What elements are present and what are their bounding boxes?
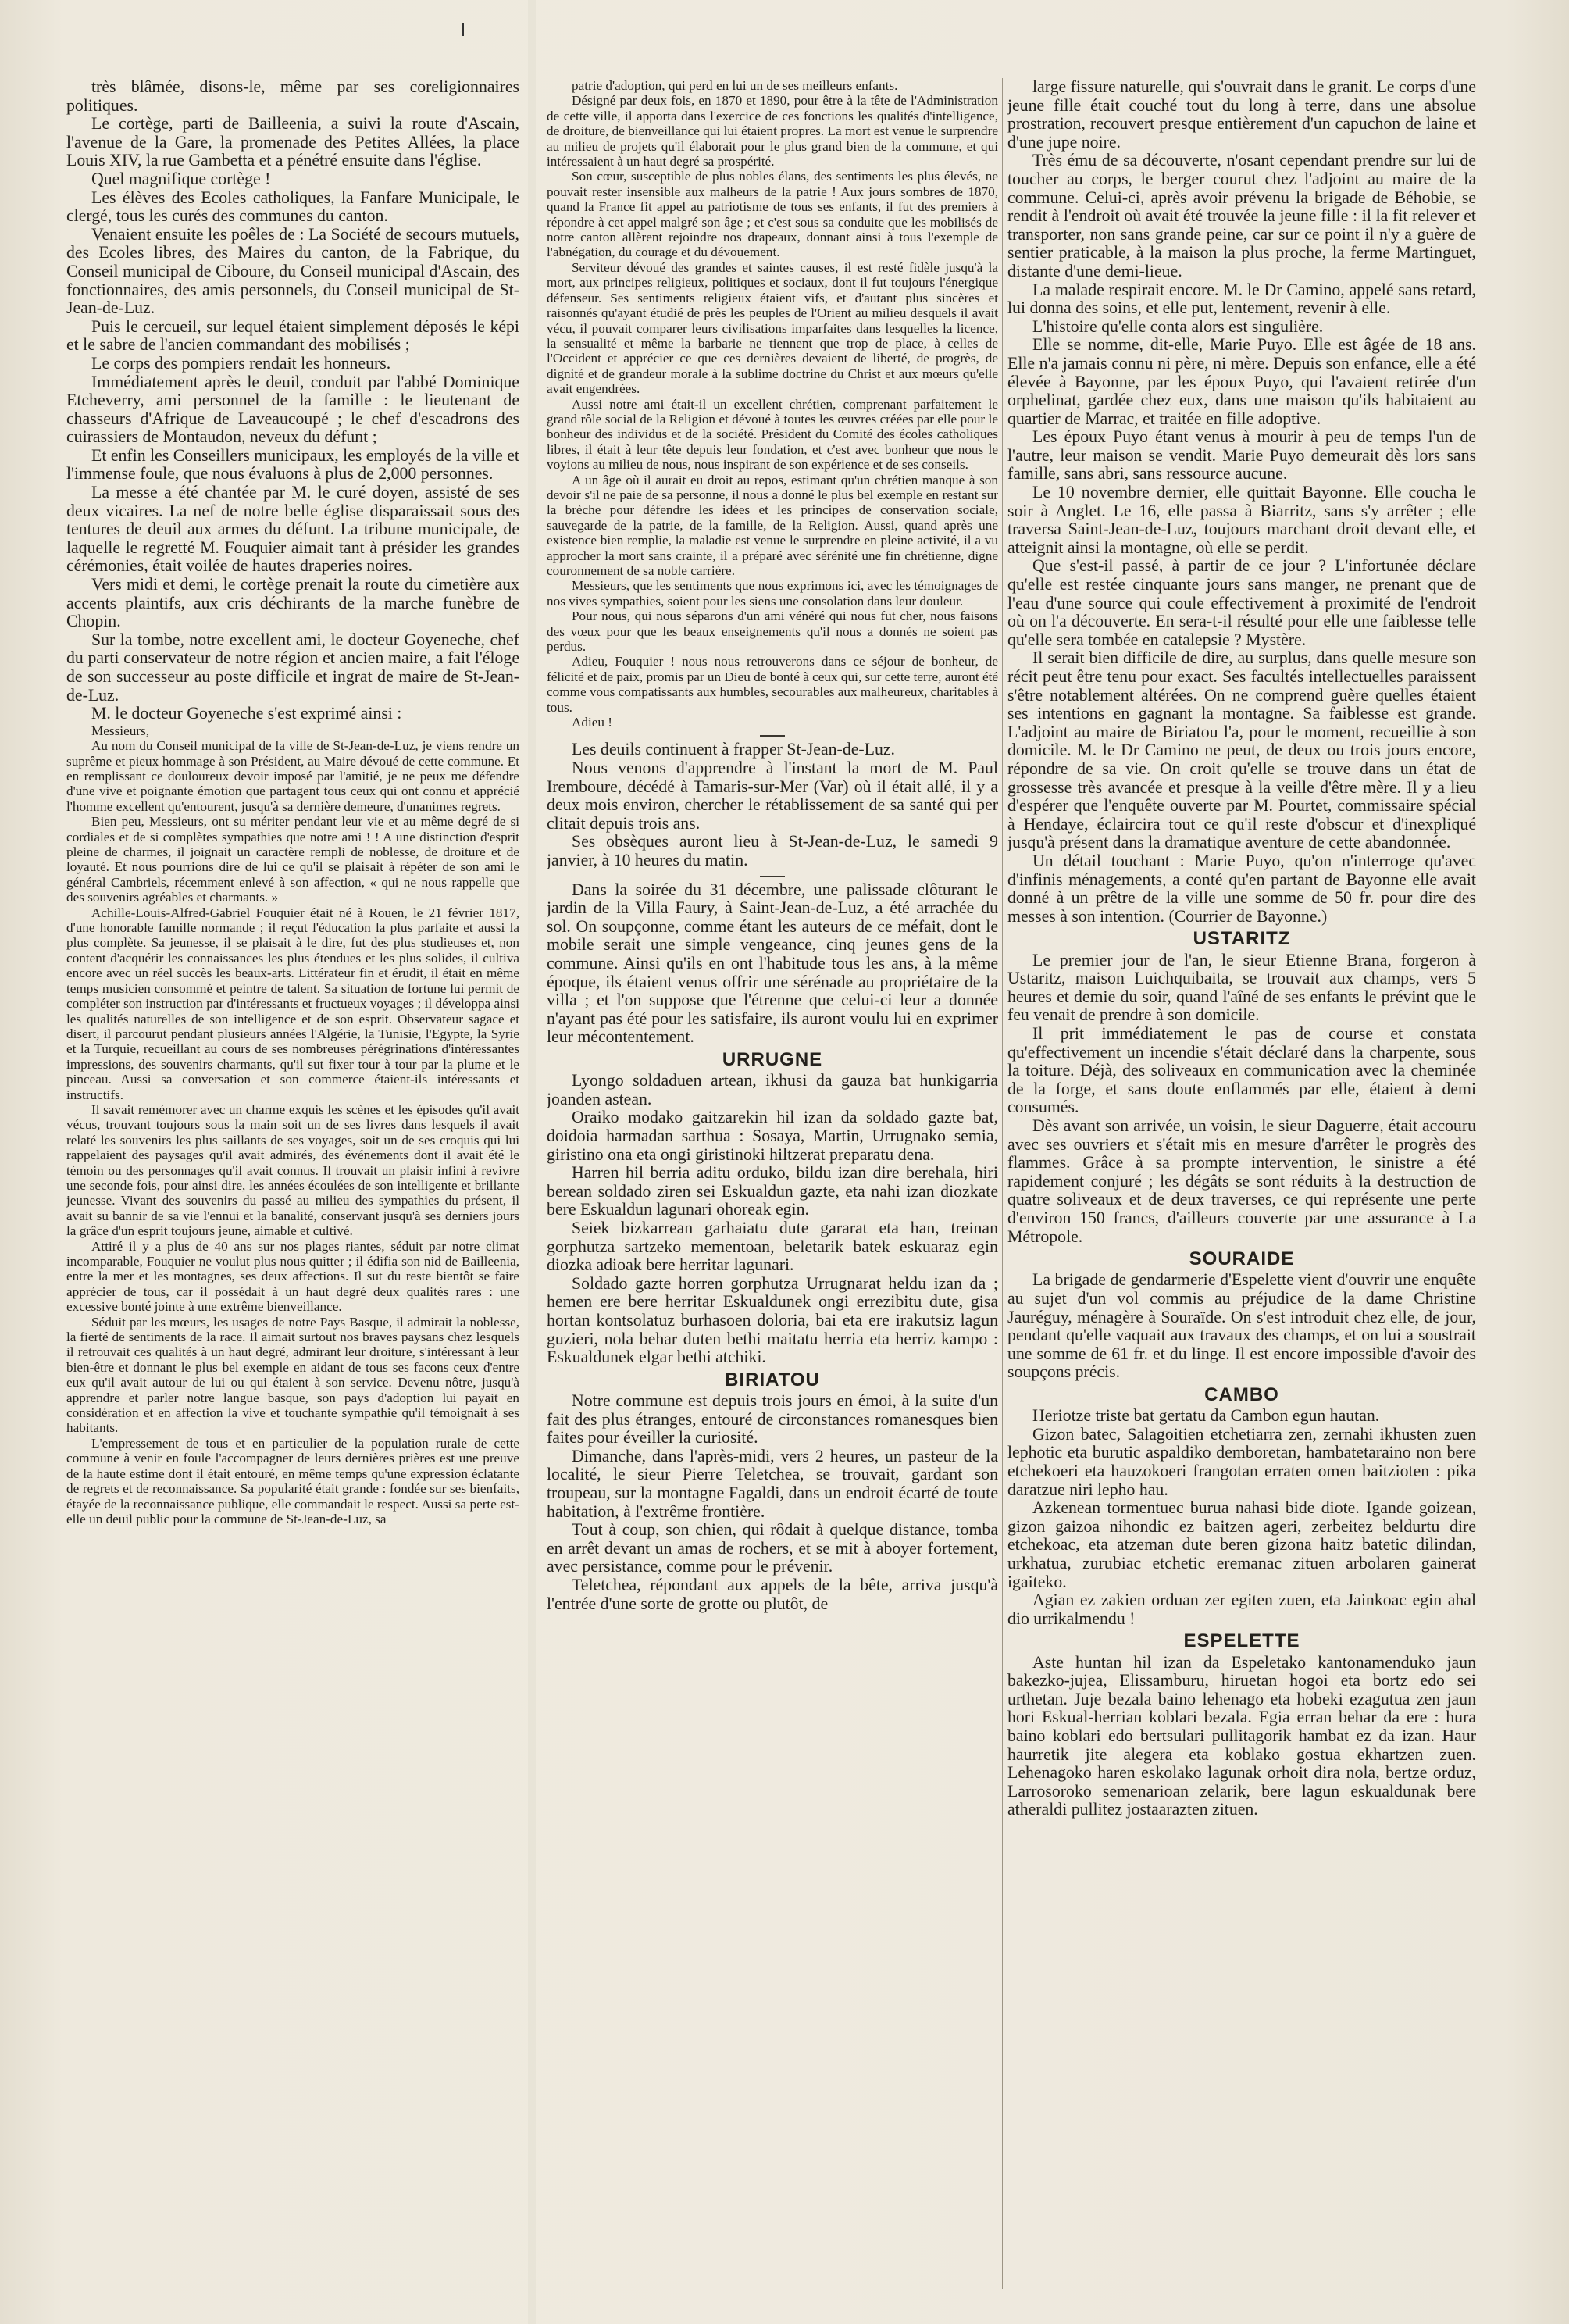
article-paragraph: Le corps des pompiers rendait les honneurs.: [91, 353, 391, 373]
article-paragraph: Ses obsèques auront lieu à St-Jean-de-Luz, le samedi 9 janvier, à 10 heures du matin.: [547, 832, 998, 870]
article-paragraph: Le cortège, parti de Bailleenia, a suivi la route d'Ascain, l'avenue de la Gare, la promenade des Petites Allées, la place Louis XIV, la rue Gambetta et a pénétré ensuite dans l'église.: [66, 114, 519, 170]
article-paragraph: Désigné par deux fois, en 1870 et 1890, pour être à la tête de l'Administration de cette ville, il apporta dans l'exercice de ces fonctions les qualités d'intelligence, de droiture, de bienveillance qui lui étaient propres. La mort est venue le surprendre au milieu de projets qu'il élaborait pour le plus grand bien de la commune, et qui intéressaient à un haut degré sa prospérité.: [547, 93, 998, 170]
section-heading: ESPELETTE: [1183, 1630, 1300, 1652]
article-paragraph: Quel magnifique cortège !: [91, 169, 271, 188]
page-fold-shadow: [528, 0, 536, 2324]
article-paragraph: Adieu, Fouquier ! nous nous retrouverons dans ce séjour de bonheur, de félicité et de paix, promis par un Dieu de bonté à ceux qui, sur cette terre, auront été comme vous compatissants aux humbles, secourables aux malheureux, charitables à tous.: [547, 654, 998, 715]
article-paragraph: Gizon batec, Salagoitien etchetiarra zen, zernahi ikhusten zuen lephotic eta burutic aspaldiko demboretan, hambatetaraino non bere etchekoeri eta hauzokoeri frangotan erraten omen baitzioten : pika daratzue niri lepho hau.: [1007, 1424, 1476, 1499]
article-paragraph: Elle se nomme, dit-elle, Marie Puyo. Elle est âgée de 18 ans. Elle n'a jamais connu ni père, ni mère. Depuis son enfance, elle a été élevée à Bayonne, par les époux Puyo, qui l'avaient retirée d'un orphelinat, gardée chez eux, dans une maison qu'ils habitaient au quartier de Marrac, et traitée en fille adoptive.: [1007, 335, 1476, 428]
article-paragraph: Oraiko modako gaitzarekin hil izan da soldado gazte bat, doidoia harmadan sarthua : Sosaya, Martin, Urrugnako semia, giristino ona eta ongi giristinoki hiltzerat preparatu dena.: [547, 1108, 998, 1164]
article-paragraph: Il prit immédiatement le pas de course et constata qu'effectivement un incendie s'était déclaré dans la charpente, sous la toiture. Déjà, des soliveaux en communication avec la cheminée de la forge, et sans doute enflammés par elle, étaient à demi consumés.: [1007, 1023, 1476, 1117]
article-paragraph: Serviteur dévoué des grandes et saintes causes, il est resté fidèle jusqu'à la mort, aux principes religieux, politiques et sociaux, dont il fut toujours l'énergique défenseur. Ses sentiments religieux étaient vifs, et d'autant plus sincères et raisonnés qu'ayant étudié de près les peuples de l'Orient au milieu desquels il avait vécu, il pouvait comparer leurs civilisations imparfaites dans lesquelles la licence, la sensualité et même la barbarie ne tiennent que trop de place, à celles de l'Occident et apprécier ce que ces dernières devaient de liberté, de progrès, de dignité et de grandeur morale à la sublime doctrine du Christ et aux mœurs qu'elle avait engendrées.: [547, 259, 998, 397]
article-paragraph: Le premier jour de l'an, le sieur Etienne Brana, forgeron à Ustaritz, maison Luichquibaita, se trouvait aux champs, vers 5 heures et demie du soir, quand l'aîné de ses enfants le prévint que le feu venait de prendre à son domicile.: [1007, 950, 1476, 1025]
article-paragraph: Dès avant son arrivée, un voisin, le sieur Daguerre, était accouru avec ses ouvriers et s'était mis en mesure d'arrêter le progrès des flammes. Grâce à sa prompte intervention, le sinistre a été rapidement conjuré ; les dégâts se sont réduits à la destruction de quatre soliveaux et de deux traverses, ce qui représente une perte d'environ 150 francs, d'ailleurs couverte par une assurance à La Métropole.: [1007, 1116, 1476, 1246]
article-paragraph: Achille-Louis-Alfred-Gabriel Fouquier était né à Rouen, le 21 février 1817, d'une honorable famille normande ; il reçut l'éducation la plus parfaite et aussi la plus complète. Sa jeunesse, il se plaisait à le dire, fut des plus studieuses et, non content d'acquérir les connaissances les plus étendues et les plus solides, il cultiva encore avec un réel succès les beaux-arts. Littérateur fin et érudit, il était en même temps musicien consommé et peintre de talent. Sa situation de fortune lui permit de compléter son instruction par d'intéressants et fructueux voyages ; il développa ainsi les qualités naturelles de son intelligence et de son esprit. Observateur sagace et disert, il parcourut pendant plusieurs années l'Algérie, la Tunisie, l'Egypte, la Syrie et la Turquie, recueillant au cours de ses nombreuses pérégrinations d'intéressantes impressions, des souvenirs charmants, qu'il sut fixer tour à tour par la plume et le pinceau. Aussi sa conversation et son commerce étaient-ils intéressants et instructifs.: [66, 905, 519, 1102]
article-paragraph: Aste huntan hil izan da Espeletako kantonamenduko jaun bakezko-jujea, Elissamburu, hiruetan hogoi eta bortz edo sei urthetan. Juje bezala baino lehenago eta hobeki ezagutua zen jaun hori Eskual-herrian koblari bezala. Egia erran behar da ere : hura baino koblari edo bertsulari pullitagorik hambat ez da izan. Haur haurretik jite alegera eta koblako gostua ekhartzen zuen. Lehenagoko haren eskolako lagunak orhoit dira nola, bertze orduz, Larrosoroko semenarioan zelarik, bere lagun eskualdunak bere atheraldi pullitez jostaarazten zituen.: [1007, 1652, 1476, 1819]
article-paragraph: Séduit par les mœurs, les usages de notre Pays Basque, il admirait la noblesse, la fierté de sentiments de la race. Il aimait surtout nos braves paysans chez lesquels il retrouvait ces qualités à un haut degré, admirant leur droiture, s'intéressant à leur bien-être et donnant le plus bel exemple en aidant de tous ses facons ceux d'entre eux qu'il avait autour de lui ou qui étaient à son service. Devenu nôtre, jusqu'à apprendre et parler notre langue basque, son pays d'adoption lui payait en considération et en affection la vive et touchante sympathie qu'il témoignait à ses habitants.: [66, 1314, 519, 1436]
column-middle: [547, 78, 998, 2289]
article-paragraph: Que s'est-il passé, à partir de ce jour ? L'infortunée déclare qu'elle est restée cinquante jours sans manger, ne prenant que de l'eau d'une source qui coule effectivement à proximité de l'endroit où on l'a découverte. En sera-t-il résulté pour elle une faiblesse telle qu'elle sera tombée en catalepsie ? Mystère.: [1007, 556, 1476, 649]
article-paragraph: Notre commune est depuis trois jours en émoi, à la suite d'un fait des plus étranges, entouré de circonstances romanesques bien faites pour éveiller la curiosité.: [547, 1391, 998, 1448]
section-heading: SOURAIDE: [1189, 1248, 1295, 1270]
article-paragraph: La malade respirait encore. M. le Dr Camino, appelé sans retard, lui donna des soins, et elle put, lentement, revenir à elle.: [1007, 280, 1476, 318]
article-paragraph: Et enfin les Conseillers municipaux, les employés de la ville et l'immense foule, que nous évaluons à plus de 2,000 personnes.: [66, 445, 519, 484]
article-paragraph: Soldado gazte horren gorphutza Urrugnarat heldu izan da ; hemen ere bere herritar Eskualdunek ongi errezibitu dute, gisa hortan kontsolatuz burhasoen doloria, bai eta ere irakutsiz lagun guzieri, nola behar duten bethi maitatu herria eta herriz kampo : Eskualdunek elgar bethi atchiki.: [547, 1273, 998, 1367]
article-paragraph: Attiré il y a plus de 40 ans sur nos plages riantes, séduit par notre climat incomparable, Fouquier ne voulut plus nous quitter ; il édifia son nid de Bailleenia, entre la mer et les montagnes, ses deux affections. Il sut du reste bientôt se faire apprécier de tous, car il possédait à un haut degré deux qualités rares : une excessive bonté jointe à une extrême bienveillance.: [66, 1238, 519, 1315]
article-paragraph: Tout à coup, son chien, qui rôdait à quelque distance, tomba en arrêt devant un amas de rochers, et se mit à aboyer fortement, avec persistance, comme pour le prévenir.: [547, 1520, 998, 1576]
section-heading: CAMBO: [1204, 1383, 1279, 1405]
article-paragraph: Les deuils continuent à frapper St-Jean-de-Luz.: [572, 740, 895, 759]
article-paragraph: Aussi notre ami était-il un excellent chrétien, comprenant parfaitement le grand rôle social de la Religion et dévoué à toutes les œuvres créées par elle pour le bonheur des individus et de la société. Président du Comité des écoles catholiques libres, il était à leur tête depuis leur fondation, et c'est avec bonheur que nous le voyions au milieu de nous, nous inspirant de son expérience et de ses conseils.: [547, 396, 998, 473]
article-paragraph: Adieu !: [572, 715, 613, 730]
article-paragraph: M. le docteur Goyeneche s'est exprimé ainsi :: [91, 704, 402, 723]
article-paragraph: Le 10 novembre dernier, elle quittait Bayonne. Elle coucha le soir à Anglet. Le 16, elle passa à Biarritz, sans s'y arrêter ; elle traversa Saint-Jean-de-Luz, toujours marchant droit devant elle, et atteignit ainsi la montagne, où elle se perdit.: [1007, 483, 1476, 557]
column-right: [1007, 78, 1476, 2289]
article-paragraph: L'empressement de tous et en particulier de la population rurale de cette commune à venir en foule l'accompagner de leurs dernières prières est une preuve de la haute estime dont il était entouré, en même temps qu'une expression éclatante de regrets et de reconnaissance. Sa popularité était grande : fondée sur ses bienfaits, étayée de la reconnaissance publique, elle commandait le respect. Aussi sa perte est-elle un deuil public pour la commune de St-Jean-de-Luz, sa: [66, 1435, 519, 1526]
article-paragraph: Heriotze triste bat gertatu da Cambon egun hautan.: [1032, 1406, 1380, 1426]
article-paragraph: Très ému de sa découverte, n'osant cependant prendre sur lui de toucher au corps, le berger courut chez l'adjoint au maire de la commune. Celui-ci, après avoir prévenu la brigade de Béhobie, se rendit à l'endroit où avait été trouvée la jeune fille : il la fit relever et transporter, non sans grande peine, car sur ce point il n'y a guère de sentier praticable, à la maison la plus proche, la ferme Martinguet, distante d'une demi-lieue.: [1007, 151, 1476, 280]
article-paragraph: Harren hil berria aditu orduko, bildu izan dire berehala, hiri berean soldado ziren sei Eskualdun gazte, eta nahi izan diozkate bere Eskualdun lagunari ohoreak egin.: [547, 1163, 998, 1219]
article-paragraph: Un détail touchant : Marie Puyo, qu'on n'interroge qu'avec d'infinis ménagements, a conté qu'en partant de Bayonne elle avait donné à un prêtre de la ville une somme de 50 fr. pour dire des messes à son intention. (Courrier de Bayonne.): [1007, 851, 1476, 926]
article-paragraph: Venaient ensuite les poêles de : La Société de secours mutuels, des Ecoles libres, des Maires du canton, de la Fabrique, du Conseil municipal de Ciboure, du Conseil municipal d'Ascain, des fonctionnaires, des amis personnels, du Conseil municipal de St-Jean-de-Luz.: [66, 224, 519, 318]
column-rule: [1002, 78, 1003, 2289]
article-paragraph: Seiek bizkarrean garhaiatu dute gararat eta han, treinan gorphutza sartzeko mementoan, beletarik batek eskuaraz egin diozka adioak bere herritar lagunari.: [547, 1219, 998, 1275]
article-paragraph: Puis le cercueil, sur lequel étaient simplement déposés le képi et le sabre de l'ancien commandant des mobilisés ;: [66, 316, 519, 355]
section-heading: BIRIATOU: [725, 1369, 820, 1390]
article-paragraph: Azkenean tormentuec burua nahasi bide diote. Igande goizean, gizon gaizoa nihondic ez baitzen ageri, zerbeitez beldurtu dire etchekoac, eta atzeman dute beren gizona haitz batetic dilindan, urkhatua, zurubiac etchetic eremanac zituen arbolaren gainerat igaiteko.: [1007, 1498, 1476, 1591]
section-separator: [760, 876, 785, 877]
article-paragraph: Teletchea, répondant aux appels de la bête, arriva jusqu'à l'entrée d'une sorte de grotte ou plutôt, de: [547, 1576, 998, 1613]
article-paragraph: Il serait bien difficile de dire, au surplus, dans quelle mesure son récit peut être tenu pour exact. Ses facultés intellectuelles paraissent s'être notablement altérées. On ne comprend guère quelles étaient ses intentions en gagnant la montagne. Sa faiblesse est grande. L'adjoint au maire de Biriatou l'a, pour le moment, recueillie à son domicile. M. le Dr Camino ne peut, de deux ou trois jours encore, répondre de sa vie. On croit qu'elle se trouve dans un état de grossesse très avancée et presque à la veille d'être mère. Il y a lieu d'espérer que l'enquête ouverte par M. Pourtet, commissaire spécial à Hendaye, éclaircira tout ce qu'il reste d'obscur et d'inexpliqué jusqu'à présent dans la dramatique aventure de cette abandonnée.: [1007, 648, 1476, 852]
article-paragraph: Bien peu, Messieurs, ont su mériter pendant leur vie et au même degré de si cordiales et de si complètes sympathies que notre ami ! ! A une distinction d'esprit pleine de charmes, il joignait un caractère rempli de noblesse, de droiture et de loyauté. Et nous pourrions dire de lui ce qu'il se plaisait à répéter de son ami le général Cambriels, récemment enlevé à son affection, « qui ne nous rappelle que des souvenirs agréables et charmants. »: [66, 814, 519, 905]
article-paragraph: La messe a été chantée par M. le curé doyen, assisté de ses deux vicaires. La nef de notre belle église disparaissait sous des tentures de deuil aux armes du défunt. La tribune municipale, de laquelle le regretté M. Fouquier aimait tant à présider les grandes cérémonies, était voilée de hautes draperies noires.: [66, 483, 519, 576]
article-paragraph: patrie d'adoption, qui perd en lui un de ses meilleurs enfants.: [572, 78, 898, 93]
article-paragraph: Sur la tombe, notre excellent ami, le docteur Goyeneche, chef du parti conservateur de notre région et ancien maire, a fait l'éloge de son successeur au poste difficile et ingrat de maire de St-Jean-de-Luz.: [66, 630, 519, 705]
section-heading: URRUGNE: [722, 1048, 823, 1070]
article-paragraph: Lyongo soldaduen artean, ikhusi da gauza bat hunkigarria joanden astean.: [547, 1071, 998, 1108]
article-paragraph: Nous venons d'apprendre à l'instant la mort de M. Paul Iremboure, décédé à Tamaris-sur-Mer (Var) où il était allé, il y a deux mois environ, chercher le rétablissement de sa santé qui per clitait depuis trois ans.: [547, 759, 998, 833]
print-mark: [462, 23, 464, 36]
article-paragraph: Dans la soirée du 31 décembre, une palissade clôturant le jardin de la Villa Faury, à Saint-Jean-de-Luz, a été arrachée du sol. On soupçonne, comme étant les auteurs de ce méfait, dont le mobile serait une simple vengeance, cinq jeunes gens de la commune. Ainsi qu'ils en ont l'habitude tous les ans, à la même époque, ils étaient venus offrir une sérénade au propriétaire de la villa ; et l'on suppose que l'étrenne que celui-ci leur a donnée n'ayant pas été pour les satisfaire, ils auront voulu lui en exprimer leur mécontentement.: [547, 880, 998, 1047]
section-separator: [760, 735, 785, 737]
article-paragraph: Son cœur, susceptible de plus nobles élans, des sentiments les plus élevés, ne pouvait rester insensible aux malheurs de la patrie ! Aux jours sombres de 1870, quand la France fit appel au patriotisme de tous ses enfants, il fut des premiers à répondre à cet appel malgré son âge ; et c'est sous sa conduite que les mobilisés de notre canton allèrent rejoindre nos drapeaux, donnant ainsi à tous l'exemple de l'abnégation, du courage et du dévouement.: [547, 169, 998, 260]
article-paragraph: Dimanche, dans l'après-midi, vers 2 heures, un pasteur de la localité, le sieur Pierre Teletchea, se trouvait, gardant son troupeau, sur la montagne Fagaldi, dans un endroit écarté de toute habitation, à l'extrême frontière.: [547, 1446, 998, 1521]
article-paragraph: Vers midi et demi, le cortège prenait la route du cimetière aux accents plaintifs, aux cris déchirants de la marche funèbre de Chopin.: [66, 575, 519, 631]
column-left: [66, 78, 519, 2289]
article-paragraph: L'histoire qu'elle conta alors est singulière.: [1032, 316, 1324, 336]
article-paragraph: Messieurs, que les sentiments que nous exprimons ici, avec les témoignages de nos vives sympathies, soient pour les siens une consolation dans leur douleur.: [547, 578, 998, 609]
article-paragraph: très blâmée, disons-le, même par ses coreligionnaires politiques.: [66, 78, 519, 115]
article-paragraph: Au nom du Conseil municipal de la ville de St-Jean-de-Luz, je viens rendre un suprême et pieux hommage à son Président, au Maire dévoué de cette commune. Et en remplissant ce douloureux devoir imposé par l'amitié, je ne peux me défendre d'une vive et poignante émotion que partagent tous ceux qui ont connu et apprécié l'homme excellent qu'entourent, jusqu'à sa dernière demeure, d'unanimes regrets.: [66, 738, 519, 814]
article-paragraph: Immédiatement après le deuil, conduit par l'abbé Dominique Etcheverry, ami personnel de la famille : le lieutenant de chasseurs d'Afrique de Laveaucoupé ; le chef d'escadrons des cuirassiers de Montaudon, neveux du défunt ;: [66, 372, 519, 447]
article-paragraph: Les élèves des Ecoles catholiques, la Fanfare Municipale, le clergé, tous les curés des communes du canton.: [66, 187, 519, 226]
article-paragraph: Agian ez zakien orduan zer egiten zuen, eta Jainkoac egin ahal dio urrikalmendu !: [1007, 1590, 1476, 1628]
article-paragraph: Les époux Puyo étant venus à mourir à peu de temps l'un de l'autre, leur maison se vendit. Marie Puyo demeurait dès lors sans famille, sans abri, sans ressource aucune.: [1007, 427, 1476, 484]
article-paragraph: large fissure naturelle, qui s'ouvrait dans le granit. Le corps d'une jeune fille était couché tout du long à terre, dans une absolue prostration, recouvert presque entièrement d'un capuchon de laine et d'une jupe noire.: [1007, 78, 1476, 152]
article-paragraph: Pour nous, qui nous séparons d'un ami vénéré qui nous fut cher, nous faisons des vœux pour que les beaux enseignements qu'il nous a donnés ne soient pas perdus.: [547, 609, 998, 655]
article-paragraph: Messieurs,: [91, 723, 149, 738]
article-paragraph: Il savait remémorer avec un charme exquis les scènes et les épisodes qu'il avait vécus, trouvant toujours sous la main soit un de ses livres dans lesquels il avait relaté les souvenirs les plus saillants de ses voyages, soit un de ses croquis qui lui rappelaient des paysages qu'il avait admirés, des événements dont il avait été le témoin ou des personnages qu'il avait connus. Il trouvait un plaisir infini à revivre une seconde fois, pour ainsi dire, les années écoulées de son intelligente et brillante jeunesse. Vivant des souvenirs du passé au milieu des sympathies du présent, il avait su bannir de sa vie l'ennui et la banalité, conservant jusqu'à ses derniers jours la grâce d'un esprit toujours jeune, aimable et cultivé.: [66, 1101, 519, 1239]
article-paragraph: A un âge où il aurait eu droit au repos, estimant qu'un chrétien manque à son devoir s'il ne paie de sa personne, il nous a donné le plus bel exemple en restant sur la brèche pour défendre les idées et les principes de conservation sociale, sauvegarde de la patrie, de la famille, de la Religion. Aussi, quand après une existence bien remplie, la maladie est venue le surprendre en pleine activité, il a vu approcher la mort sans crainte, il a préparé avec sérénité une fin chrétienne, digne couronnement de sa noble carrière.: [547, 472, 998, 578]
article-paragraph: La brigade de gendarmerie d'Espelette vient d'ouvrir une enquête au sujet d'un vol commis au préjudice de la dame Christine Jauréguy, ménagère à Souraïde. On s'est introduit chez elle, de jour, pendant qu'elle vaquait aux travaux des champs, et on lui a soustrait une somme de 61 fr. et du linge. Il est encore impossible d'avoir des soupçons précis.: [1007, 1270, 1476, 1382]
section-heading: USTARITZ: [1193, 928, 1291, 950]
